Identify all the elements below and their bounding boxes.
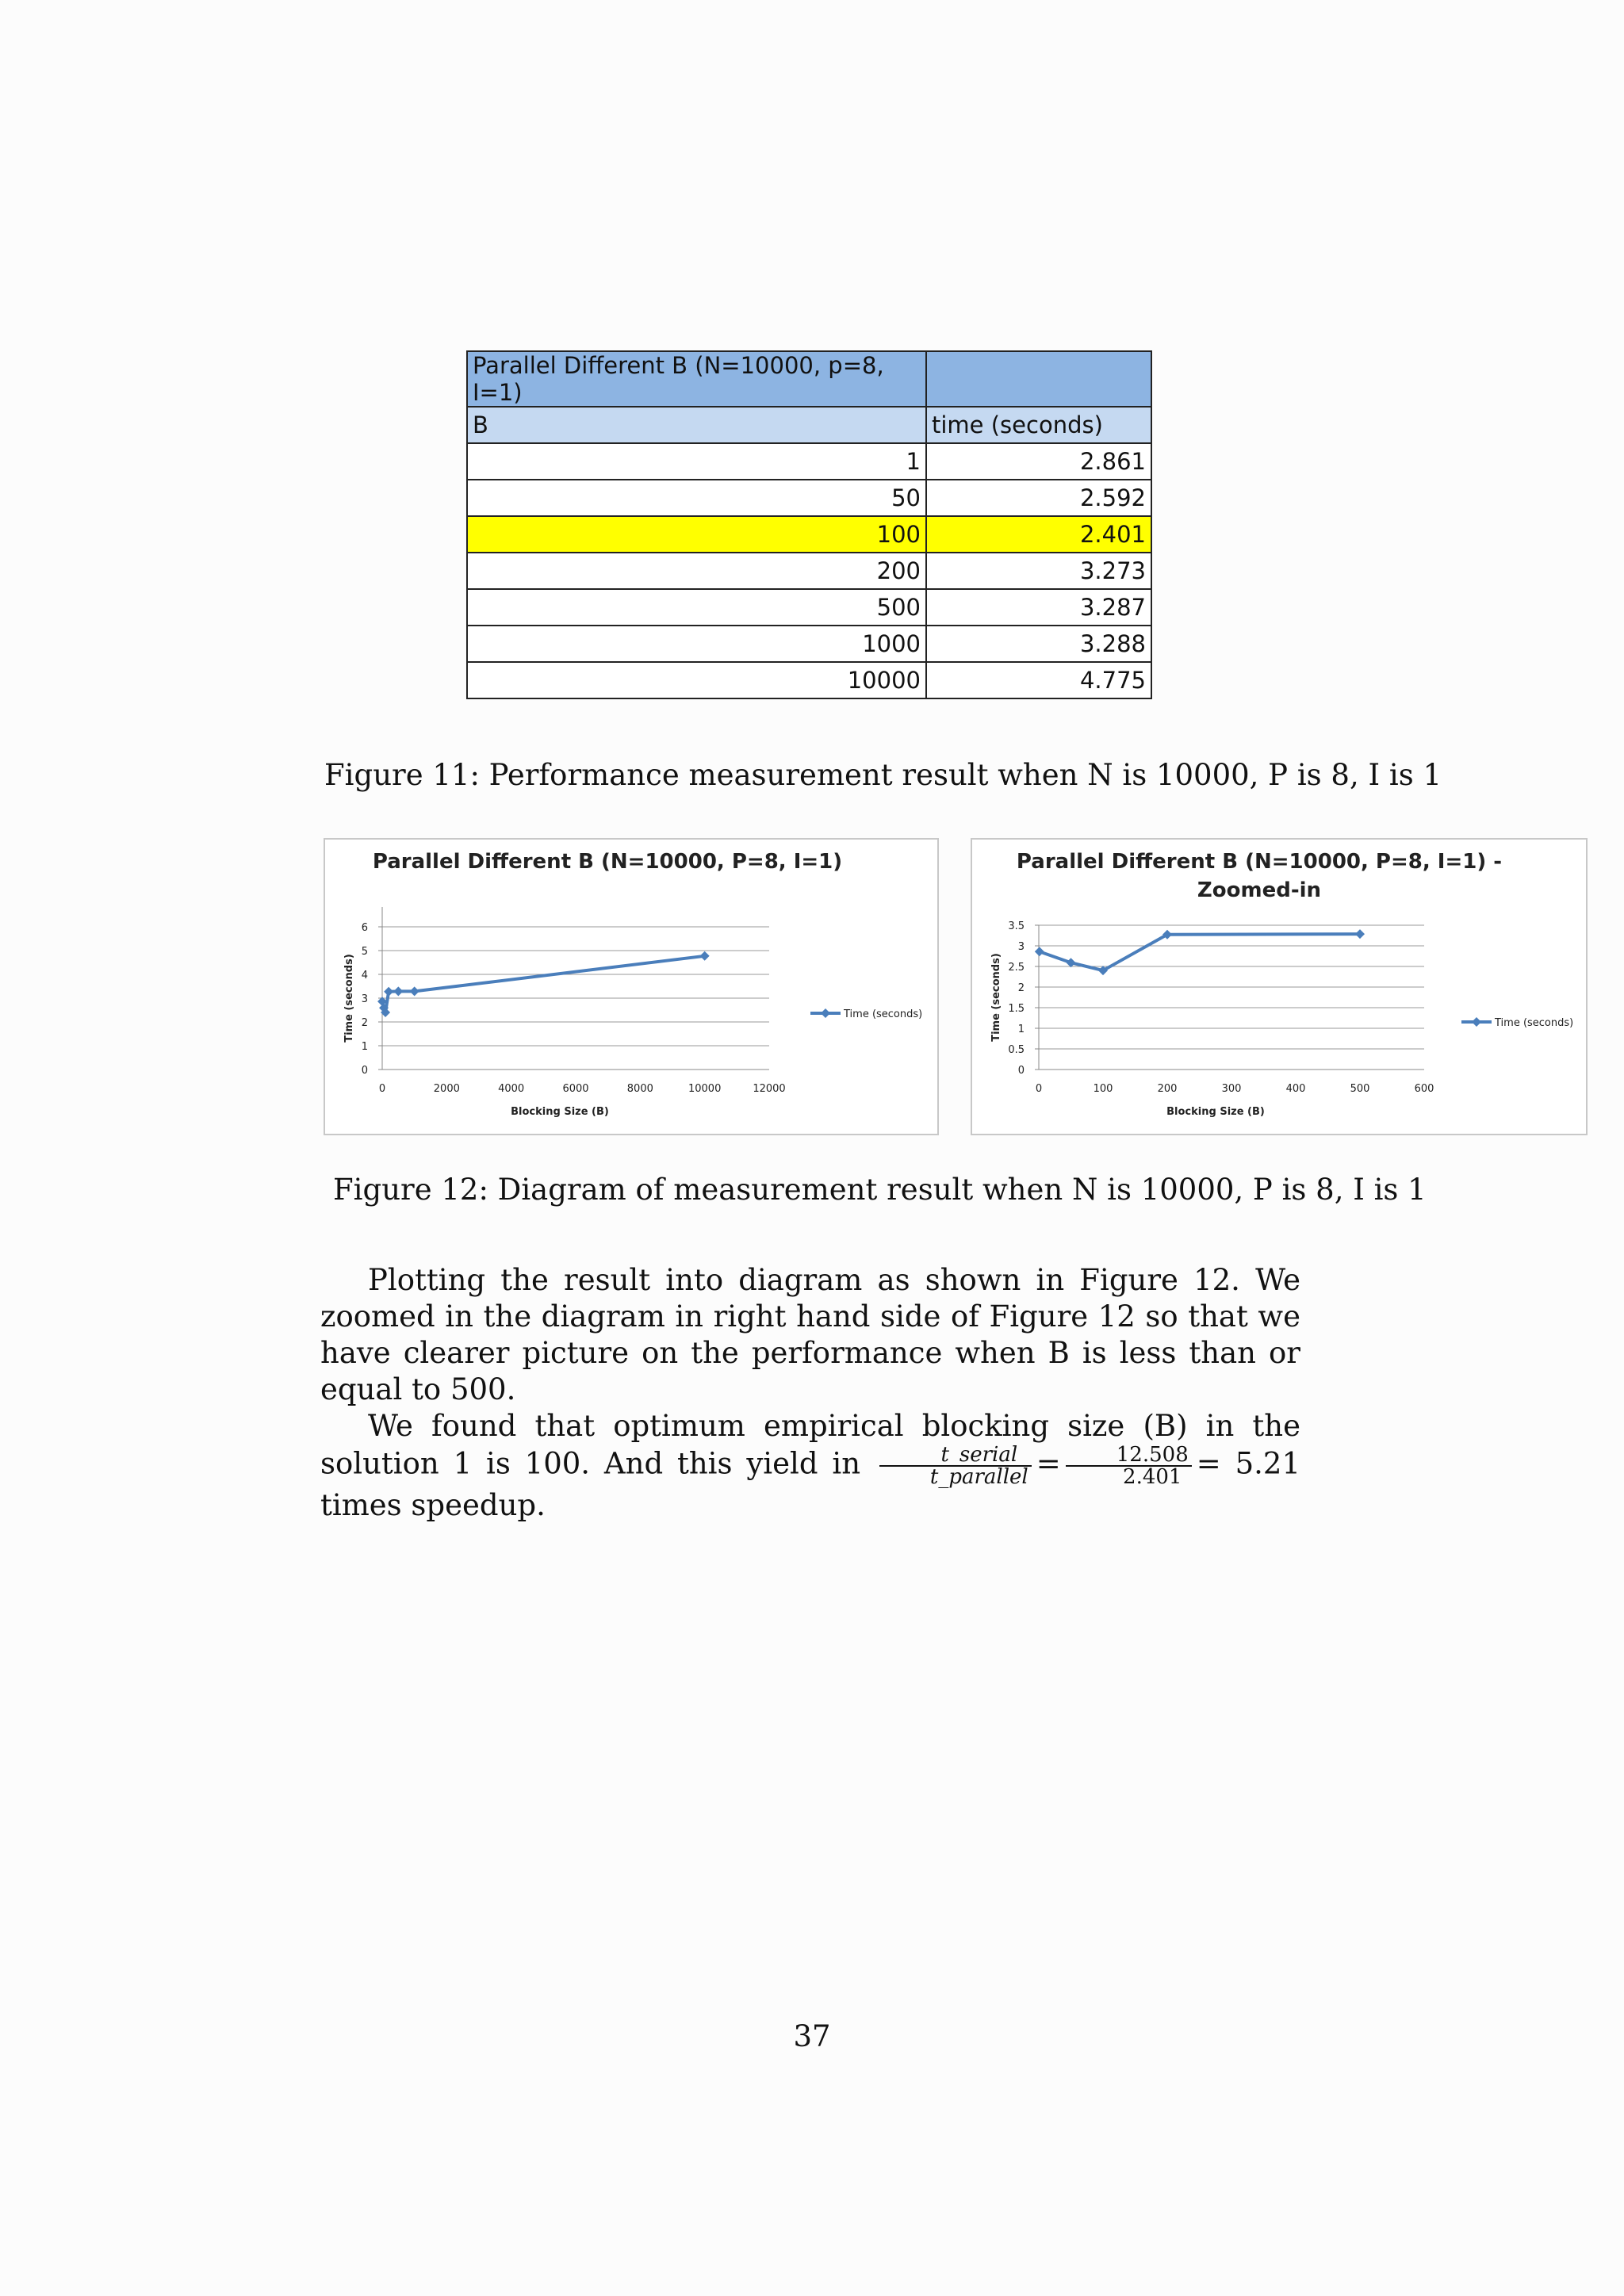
paragraph-2 xyxy=(320,1408,1300,1524)
x-tick-label: 0 xyxy=(378,1083,386,1095)
x-tick-label: 8000 xyxy=(626,1083,653,1095)
x-tick-label: 2000 xyxy=(433,1083,460,1095)
chart-title-line-2: Zoomed-in xyxy=(1197,878,1322,902)
paragraph-1: Plotting the result into diagram as shown in Figure 12. We zoomed in the diagram in right hand side of Figure 12 so that we have clearer picture on the performance when B is less than or equal to 500. xyxy=(320,1263,1300,1406)
value-numerator: 12.508 xyxy=(1066,1445,1192,1467)
x-axis-label: Blocking Size (B) xyxy=(511,1106,609,1118)
x-tick-label: 200 xyxy=(1157,1083,1178,1095)
x-tick-label: 500 xyxy=(1350,1083,1370,1095)
table-cell-time: 2.401 xyxy=(926,516,1151,553)
y-tick-label: 0 xyxy=(1017,1065,1025,1077)
chart-zoomed xyxy=(971,838,1588,1135)
data-point-marker xyxy=(410,986,419,996)
y-tick-label: 3 xyxy=(361,993,368,1005)
table-cell-b: 1000 xyxy=(467,626,926,662)
y-tick-label: 5 xyxy=(361,946,368,958)
x-tick-label: 12000 xyxy=(753,1083,786,1095)
results-table xyxy=(466,350,1152,699)
x-tick-label: 6000 xyxy=(562,1083,589,1095)
x-tick-label: 10000 xyxy=(688,1083,722,1095)
y-tick-label: 2 xyxy=(361,1017,368,1029)
chart-full xyxy=(324,838,939,1135)
body-text xyxy=(320,1262,1300,1524)
table-row xyxy=(467,626,1151,662)
series-line xyxy=(1040,934,1360,970)
table-cell-b: 100 xyxy=(467,516,926,553)
legend-label: Time (seconds) xyxy=(844,1008,923,1020)
x-axis-label: Blocking Size (B) xyxy=(1166,1106,1265,1118)
x-tick-label: 0 xyxy=(1035,1083,1043,1095)
table-row xyxy=(467,553,1151,589)
y-tick-label: 2 xyxy=(1017,982,1025,994)
table-row xyxy=(467,662,1151,698)
legend-marker xyxy=(1472,1017,1481,1027)
table-header-row xyxy=(467,407,1151,443)
table-cell-b: 200 xyxy=(467,553,926,589)
table-row xyxy=(467,589,1151,626)
y-tick-label: 6 xyxy=(361,922,368,934)
table-cell-b: 1 xyxy=(467,443,926,480)
y-axis-label: Time (seconds) xyxy=(343,954,355,1043)
table-cell-b: 500 xyxy=(467,589,926,626)
y-tick-label: 2.5 xyxy=(1008,962,1025,974)
results-table-container xyxy=(466,350,1152,699)
data-point-marker xyxy=(384,987,393,997)
chart-title-line-1: Parallel Different B (N=10000, P=8, I=1) - xyxy=(1016,850,1503,874)
data-point-marker xyxy=(1355,929,1365,939)
y-tick-label: 3 xyxy=(1017,941,1025,953)
y-tick-label: 0.5 xyxy=(1008,1044,1025,1056)
speedup-result: = 5.21 times speedup. xyxy=(320,1446,1300,1522)
data-point-marker xyxy=(1035,947,1044,956)
table-title-empty-cell xyxy=(926,351,1151,407)
table-cell-b: 50 xyxy=(467,480,926,516)
paragraph-2-text: We found that optimum empirical blocking size (B) in the solution 1 is 100. And this yield in xyxy=(320,1409,1300,1481)
table-row xyxy=(467,516,1151,553)
y-tick-label: 1 xyxy=(1017,1024,1025,1035)
x-tick-label: 600 xyxy=(1414,1083,1434,1095)
table-header-time: time (seconds) xyxy=(926,407,1151,443)
table-title-cell: Parallel Different B (N=10000, p=8, I=1) xyxy=(467,351,926,407)
fraction-denominator: t_parallel xyxy=(929,1465,1028,1489)
table-cell-time: 2.861 xyxy=(926,443,1151,480)
data-point-marker xyxy=(700,951,710,961)
table-row xyxy=(467,443,1151,480)
value-denominator: 2.401 xyxy=(1123,1465,1182,1489)
data-point-marker xyxy=(393,986,403,996)
speedup-formula-fraction xyxy=(879,1445,1032,1487)
table-cell-time: 4.775 xyxy=(926,662,1151,698)
table-cell-time: 3.273 xyxy=(926,553,1151,589)
fraction-numerator: t_serial xyxy=(879,1445,1032,1467)
y-tick-label: 4 xyxy=(361,970,368,982)
table-title-row xyxy=(467,351,1151,407)
legend-label: Time (seconds) xyxy=(1495,1017,1574,1029)
table-cell-b: 10000 xyxy=(467,662,926,698)
table-row xyxy=(467,480,1151,516)
y-axis-label: Time (seconds) xyxy=(990,953,1002,1042)
y-tick-label: 0 xyxy=(361,1065,368,1077)
chart-full-svg xyxy=(325,840,937,1134)
data-point-marker xyxy=(1067,958,1076,967)
chart-title: Parallel Different B (N=10000, P=8, I=1) xyxy=(372,850,843,874)
chart-zoomed-svg xyxy=(972,840,1586,1134)
x-tick-label: 400 xyxy=(1285,1083,1306,1095)
table-cell-time: 3.288 xyxy=(926,626,1151,662)
speedup-value-fraction xyxy=(1066,1445,1192,1487)
y-tick-label: 3.5 xyxy=(1008,920,1025,932)
y-tick-label: 1 xyxy=(361,1041,368,1053)
figure-11-caption: Figure 11: Performance measurement result when N is 10000, P is 8, I is 1 xyxy=(324,758,1442,792)
series-line xyxy=(382,956,705,1012)
x-tick-label: 100 xyxy=(1093,1083,1113,1095)
y-tick-label: 1.5 xyxy=(1008,1003,1025,1015)
page-number: 37 xyxy=(793,2019,831,2053)
equals-sign: = xyxy=(1036,1446,1061,1481)
table-cell-time: 3.287 xyxy=(926,589,1151,626)
x-tick-label: 4000 xyxy=(498,1083,525,1095)
table-header-b: B xyxy=(467,407,926,443)
x-tick-label: 300 xyxy=(1221,1083,1242,1095)
table-cell-time: 2.592 xyxy=(926,480,1151,516)
figure-12-caption: Figure 12: Diagram of measurement result when N is 10000, P is 8, I is 1 xyxy=(333,1173,1427,1207)
legend-marker xyxy=(821,1008,830,1018)
